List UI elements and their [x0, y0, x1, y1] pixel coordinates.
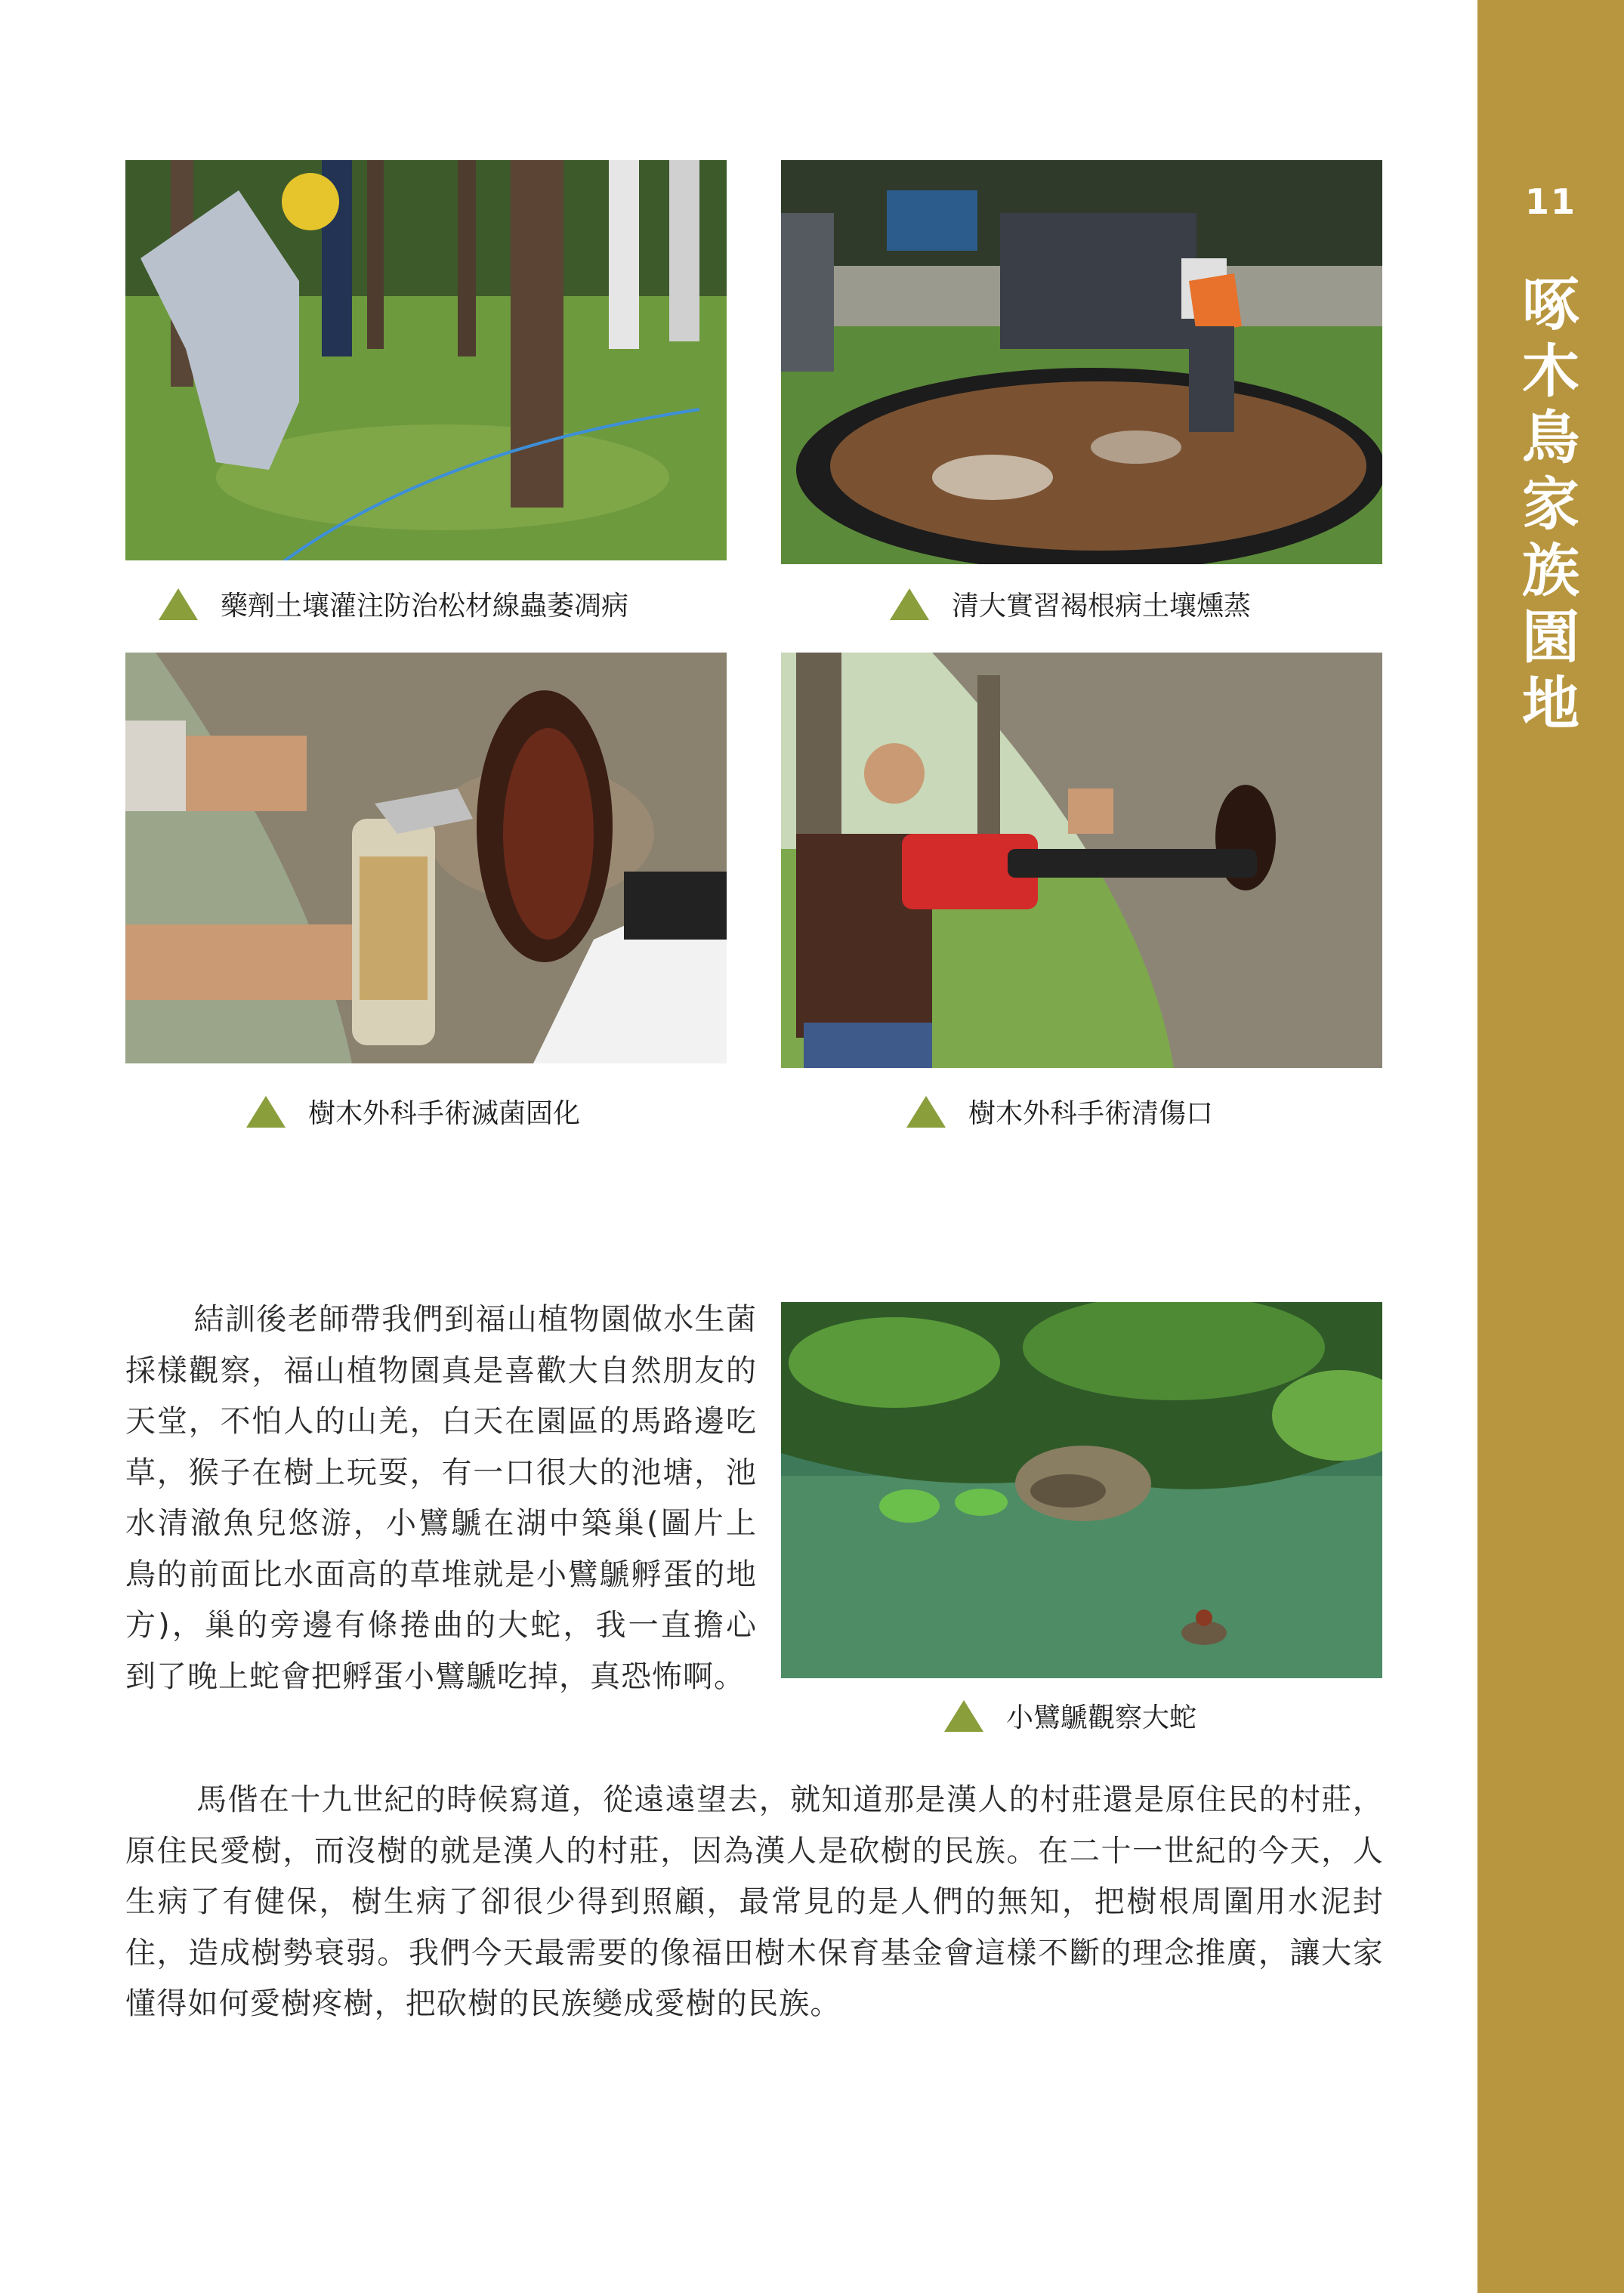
sidebar-strip	[1477, 0, 1624, 2293]
photo-tree-surgery-sterilize	[125, 653, 727, 1063]
body-paragraph	[125, 1295, 757, 1702]
caption-text: 樹木外科手術滅菌固化	[308, 1098, 581, 1129]
section-title-char: 木	[1522, 338, 1579, 405]
caption-text: 藥劑土壤灌注防治松材線蟲萎凋病	[221, 591, 629, 622]
photo-tree-surgery-clean	[781, 653, 1382, 1068]
page-number: 11	[1524, 181, 1576, 222]
photo-soil-injection	[125, 160, 727, 560]
photo-caption	[890, 585, 1251, 623]
photo-caption	[944, 1696, 1196, 1735]
section-title-char: 族	[1522, 537, 1579, 604]
section-title-char: 家	[1522, 471, 1579, 538]
paragraph-text: 結訓後老師帶我們到福山植物園做水生菌採樣觀察，福山植物園真是喜歡大自然朋友的天堂，不怕人的山羌，白天在園區的馬路邊吃草，猴子在樹上玩耍，有一口很大的池塘，池水清澈魚兒悠游，小鷿鷈在湖中築巢(圖片上鳥的前面比水面高的草堆就是小鷿鷈孵蛋的地方)，巢的旁邊有條捲曲的大蛇，我一直擔心到了晚上蛇會把孵蛋小鷿鷈吃掉，真恐怖啊。	[125, 1302, 757, 1694]
caption-text: 樹木外科手術清傷口	[968, 1098, 1214, 1129]
section-title-char: 園	[1522, 603, 1579, 671]
caption-text: 小鷿鷈觀察大蛇	[1006, 1702, 1197, 1733]
triangle-bullet-icon	[944, 1700, 983, 1732]
photo-grebe-snake	[781, 1302, 1382, 1678]
section-title-char: 啄	[1522, 271, 1579, 338]
photo-caption	[906, 1092, 1213, 1131]
section-title-char: 地	[1522, 670, 1579, 737]
photo-caption	[246, 1092, 580, 1131]
body-paragraph	[125, 1775, 1384, 2030]
section-title-char: 鳥	[1522, 404, 1579, 471]
photo-soil-fumigation	[781, 160, 1382, 564]
triangle-bullet-icon	[890, 588, 929, 620]
triangle-bullet-icon	[159, 588, 198, 620]
triangle-bullet-icon	[246, 1096, 286, 1128]
caption-text: 清大實習褐根病土壤燻蒸	[952, 591, 1252, 622]
section-title	[1477, 272, 1624, 737]
paragraph-text: 馬偕在十九世紀的時候寫道，從遠遠望去，就知道那是漢人的村莊還是原住民的村莊，原住民愛樹，而沒樹的就是漢人的村莊，因為漢人是砍樹的民族。在二十一世紀的今天，人生病了有健保，樹生病了卻很少得到照顧，最常見的是人們的無知，把樹根周圍用水泥封住，造成樹勢衰弱。我們今天最需要的像福田樹木保育基金會這樣不斷的理念推廣，讓大家懂得如何愛樹疼樹，把砍樹的民族變成愛樹的民族。	[125, 1782, 1384, 2021]
triangle-bullet-icon	[906, 1096, 946, 1128]
photo-caption	[159, 585, 628, 623]
